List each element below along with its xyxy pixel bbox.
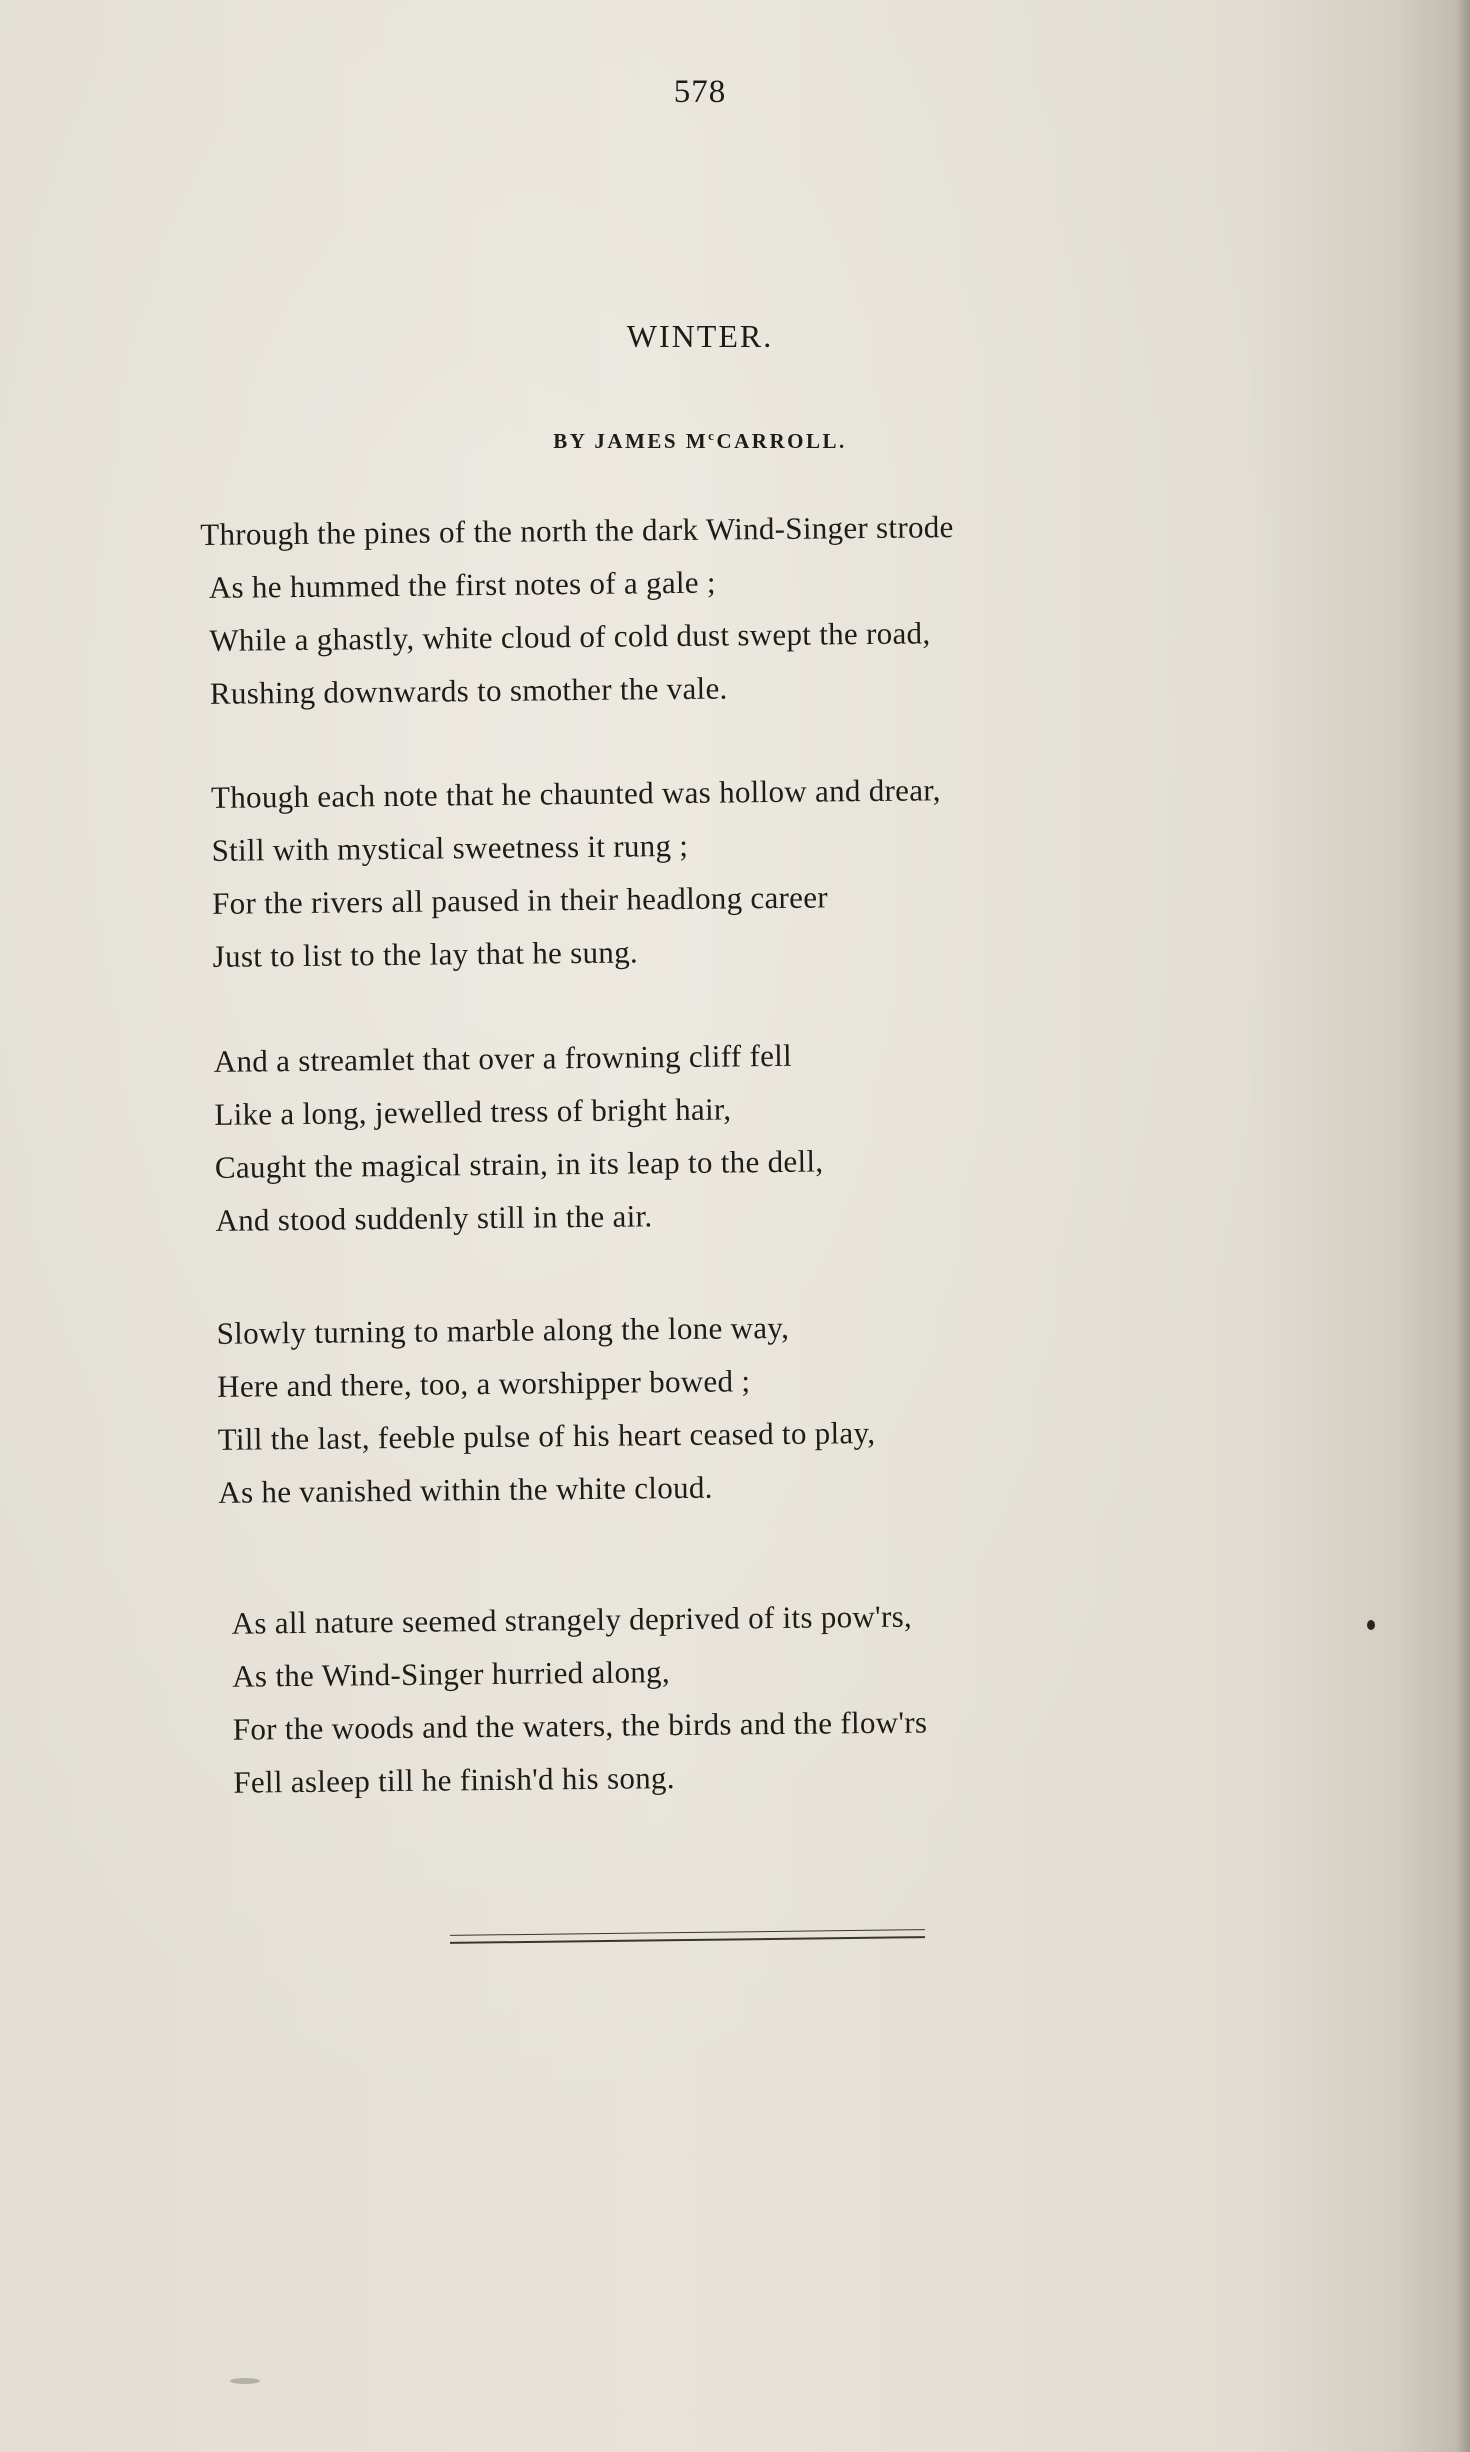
poem-line: And a streamlet that over a frowning cliff fell xyxy=(213,1037,793,1079)
stanza-5 xyxy=(211,1586,1263,1809)
byline-suffix: CARROLL. xyxy=(716,429,847,453)
poem-line: Caught the magical strain, in its leap to the dell, xyxy=(214,1143,824,1185)
poem-line: As the Wind-Singer hurried along, xyxy=(232,1654,671,1694)
stanza-3 xyxy=(206,1024,1258,1247)
poem-line: Here and there, too, a worshipper bowed ; xyxy=(217,1363,751,1404)
poem-byline xyxy=(0,428,1400,454)
double-rule-divider xyxy=(450,1929,925,1945)
poem-line: Though each note that he chaunted was hollow and drear, xyxy=(210,772,941,815)
byline-superscript: c xyxy=(708,428,717,443)
poem-line: For the woods and the waters, the birds and the flow'rs xyxy=(232,1704,928,1747)
ink-speck xyxy=(1367,1620,1375,1630)
poem-line: Still with mystical sweetness it rung ; xyxy=(211,827,689,868)
poem-line: As he vanished within the white cloud. xyxy=(218,1469,713,1510)
poem-line: While a ghastly, white cloud of cold dust swept the road, xyxy=(209,615,931,658)
poem-line: Rushing downwards to smother the vale. xyxy=(209,670,728,711)
page-number: 578 xyxy=(673,74,727,110)
poem-body xyxy=(200,497,1264,1860)
poem-line: Slowly turning to marble along the lone way, xyxy=(216,1309,790,1351)
poem-line: For the rivers all paused in their headlong career xyxy=(211,879,829,921)
poem-line: Till the last, feeble pulse of his heart ceased to play, xyxy=(217,1414,876,1457)
poem-line: As all nature seemed strangely deprived of its pow'rs, xyxy=(231,1598,913,1641)
poem-line: Through the pines of the north the dark Wind-Singer strode xyxy=(200,509,954,552)
poem-line: Fell asleep till he finish'd his song. xyxy=(233,1760,675,1800)
stanza-4 xyxy=(208,1296,1260,1519)
poem-line: Just to list to the lay that he sung. xyxy=(212,934,639,974)
byline-prefix: BY JAMES M xyxy=(553,429,709,453)
stanza-1 xyxy=(200,497,1252,720)
poem-title: WINTER. xyxy=(626,318,774,354)
poem-line: As he hummed the first notes of a gale ; xyxy=(208,564,717,605)
poem-line: Like a long, jewelled tress of bright hair, xyxy=(214,1091,732,1132)
stanza-2 xyxy=(203,760,1255,983)
poem-line: And stood suddenly still in the air. xyxy=(215,1198,653,1238)
page-edge-shadow xyxy=(1456,0,1470,2452)
ink-smudge xyxy=(230,2378,260,2384)
